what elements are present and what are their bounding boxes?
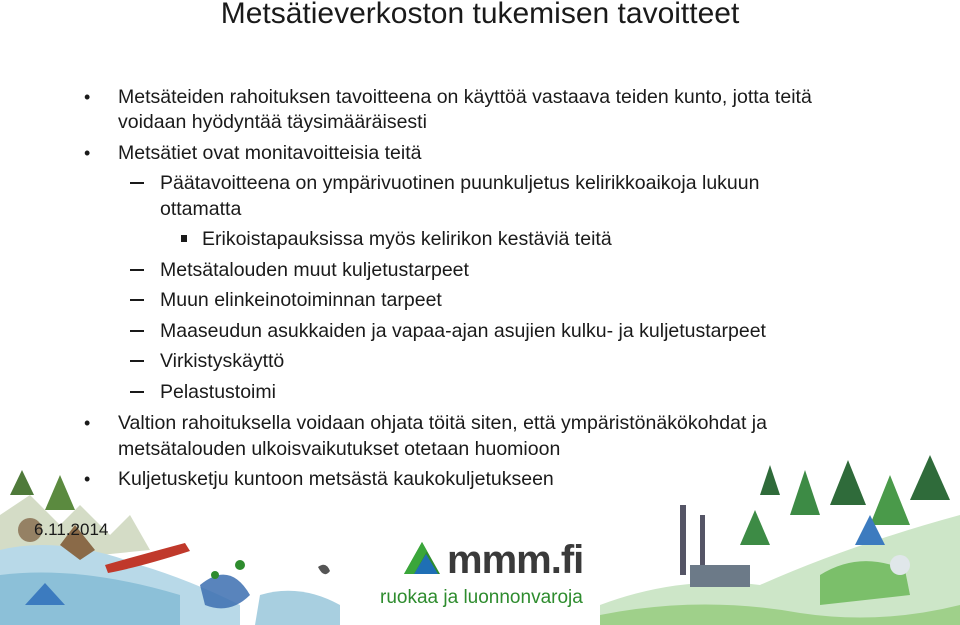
sub-bullet-text: Metsätalouden muut kuljetustarpeet: [160, 259, 469, 281]
bullet-text: voidaan hyödyntää täysimääräisesti: [118, 111, 427, 133]
sub-bullet-text: Pelastustoimi: [160, 381, 276, 403]
square-marker: [181, 235, 187, 242]
bullet-marker: •: [84, 413, 91, 433]
sub-bullet-text: Maaseudun asukkaiden ja vapaa-ajan asujien kulku- ja kuljetustarpeet: [160, 320, 766, 342]
dash-marker: [130, 330, 144, 332]
sub-bullet-text: Päätavoitteena on ympärivuotinen puunkuljetus kelirikkoaikoja lukuun: [160, 172, 760, 194]
bullet-marker: •: [84, 469, 91, 489]
sub-sub-bullet-text: Erikoistapauksissa myös kelirikon kestäviä teitä: [202, 228, 612, 250]
slide-date: 6.11.2014: [34, 520, 109, 539]
dash-marker: [130, 360, 144, 362]
sub-bullet-text: Virkistyskäyttö: [160, 350, 285, 372]
mmm-logo-icon: [400, 538, 444, 578]
bullet-text: Metsätiet ovat monitavoitteisia teitä: [118, 142, 422, 164]
bullet-text: Kuljetusketju kuntoon metsästä kaukokuljetukseen: [118, 468, 554, 490]
bullet-text: Valtion rahoituksella voidaan ohjata töitä siten, että ympäristönäkökohdat ja: [118, 412, 767, 434]
dash-marker: [130, 299, 144, 301]
dash-marker: [130, 269, 144, 271]
dash-marker: [130, 391, 144, 393]
logo-tagline: ruokaa ja luonnonvaroja: [380, 587, 583, 608]
sub-bullet-text: Muun elinkeinotoiminnan tarpeet: [160, 289, 442, 311]
bullet-marker: •: [84, 143, 91, 163]
logo-text: mmm.fi: [447, 538, 584, 582]
dash-marker: [130, 182, 144, 184]
bullet-marker: •: [84, 87, 91, 107]
sub-bullet-text: ottamatta: [160, 198, 242, 220]
slide-title: Metsätieverkoston tukemisen tavoitteet: [220, 0, 740, 30]
bullet-text: Metsäteiden rahoituksen tavoitteena on käyttöä vastaava teiden kunto, jotta teitä: [118, 86, 812, 108]
bullet-text: metsätalouden ulkoisvaikutukset otetaan huomioon: [118, 438, 561, 460]
